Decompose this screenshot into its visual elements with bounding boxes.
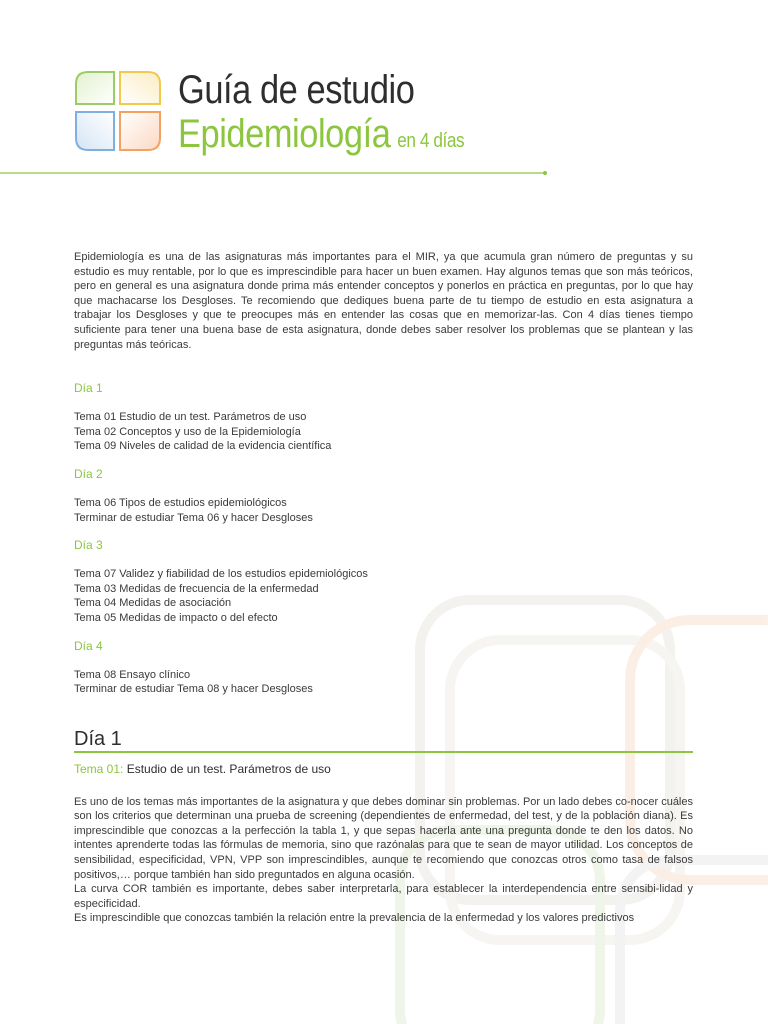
section-title: Día 1: [74, 727, 122, 750]
day-heading: Día 2: [74, 466, 103, 481]
day-heading: Día 1: [74, 381, 103, 396]
section-paragraph: Es uno de los temas más importantes de la asignatura y que debes dominar sin problemas. Por un lado debes co-nocer cuáles son los criterios que determinan una prueba de screening (dependientes de enfermedad, del test, y de la población diana). Es imprescindible que conozcas a la perfección la tabla 1, y que sepas hacerla ante una pregunta donde te den los datos. No intentes aprenderte todas las fórmulas de memoria, sino que razónalas para que te sean de mayor utilidad. Los conceptos de sensibilidad, especificidad, VPN, VPP son imprescindibles, aunque te recomiendo que conozcas otros como tasa de falsos positivos,… porque también han sido preguntados en alguna ocasión.: [74, 795, 693, 881]
section-paragraph: La curva COR también es importante, debes saber interpretarla, para establecer la interdependencia entre sensibi-lidad y especificidad.: [74, 883, 693, 910]
header-divider: [0, 171, 548, 175]
day-heading: Día 3: [74, 538, 103, 553]
plan-item: Tema 06 Tipos de estudios epidemiológicos: [74, 496, 287, 509]
plan-item: Tema 03 Medidas de frecuencia de la enfermedad: [74, 582, 319, 595]
plan-item: Tema 05 Medidas de impacto o del efecto: [74, 611, 278, 624]
day-heading: Día 4: [74, 638, 103, 653]
plan-item: Tema 04 Medidas de asociación: [74, 597, 232, 610]
tema-label: Tema 01:: [74, 761, 124, 776]
plan-item: Tema 01 Estudio de un test. Parámetros de uso: [74, 411, 307, 424]
subject-duration: en 4 días: [397, 130, 465, 152]
main-content: [74, 250, 693, 926]
logo-icon: [74, 70, 162, 152]
intro-paragraph: Epidemiología es una de las asignaturas más importantes para el MIR, ya que acumula gran número de preguntas y su estudio es muy rentable, por lo que es imprescindible para hacer un buen examen. Hay algunos temas que son más teóricos, pero en general es una asignatura donde prima más entender conceptos y ponerlos en práctica en preguntas, por lo que hay que machacarse los Desgloses. Te recomiendo que dediques buena parte de tu tiempo de estudio en esta asignatura a trabajar los Desgloses y que te preocupes más en entender las cosas que en memorizar-las. Con 4 días tienes tiempo suficiente para tener una buena base de esta asignatura, donde debes saber resolver los problemas que se plantean y las preguntas más teóricas.: [74, 251, 693, 351]
plan-item: Terminar de estudiar Tema 08 y hacer Desgloses: [74, 683, 313, 696]
page-subtitle: [178, 110, 464, 165]
tema-heading: [74, 761, 693, 777]
plan-item: Tema 09 Niveles de calidad de la evidencia científica: [74, 440, 332, 453]
plan-item: Tema 08 Ensayo clínico: [74, 668, 191, 681]
page-title: Guía de estudio: [178, 68, 415, 112]
plan-item: Tema 02 Conceptos y uso de la Epidemiología: [74, 425, 301, 438]
tema-title: Estudio de un test. Parámetros de uso: [126, 761, 331, 776]
section-paragraph: Es imprescindible que conozcas también la relación entre la prevalencia de la enfermedad y los valores predictivos: [74, 912, 635, 925]
plan-item: Terminar de estudiar Tema 06 y hacer Desgloses: [74, 511, 313, 524]
subject-title: Epidemiología: [178, 112, 391, 156]
plan-item: Tema 07 Validez y fiabilidad de los estudios epidemiológicos: [74, 568, 368, 581]
